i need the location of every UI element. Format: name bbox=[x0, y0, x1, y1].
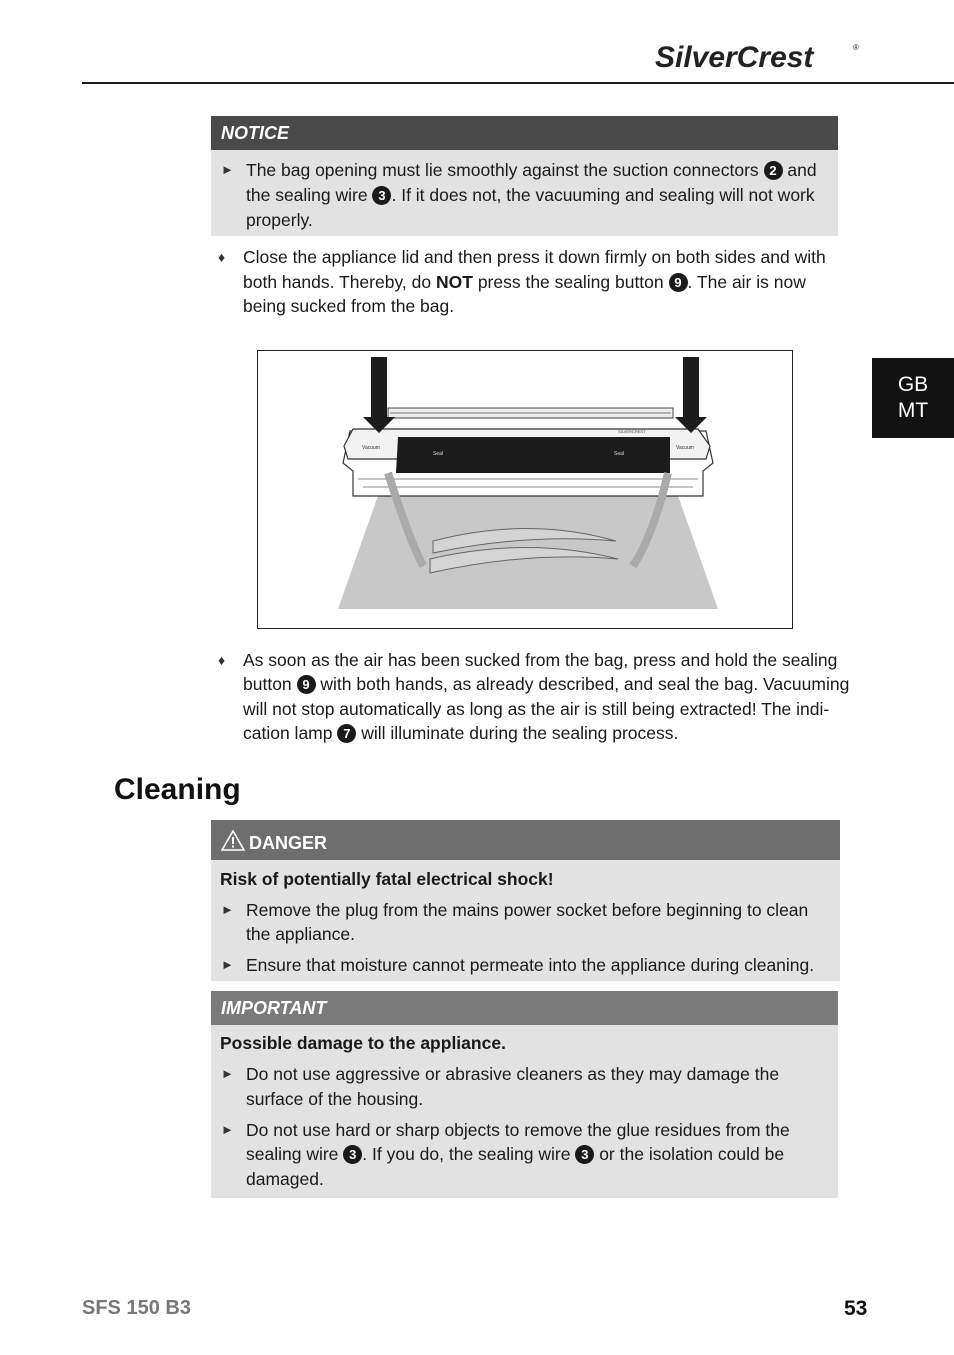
language-gb: GB bbox=[897, 373, 929, 396]
danger-title-bar bbox=[211, 820, 840, 860]
notice-line-3: properly. bbox=[246, 210, 313, 230]
ref-badge: 9 bbox=[669, 273, 688, 292]
footer-model: SFS 150 B3 bbox=[82, 1297, 191, 1319]
danger-title: DANGER bbox=[249, 833, 328, 853]
svg-text:Seal: Seal bbox=[433, 451, 444, 457]
notice-box bbox=[211, 116, 838, 236]
ref-badge: 2 bbox=[764, 161, 783, 180]
arrow-bullet-icon: ► bbox=[221, 162, 234, 177]
diamond-bullet-icon: ♦ bbox=[218, 652, 226, 668]
arrow-bullet-icon: ► bbox=[221, 1066, 234, 1081]
danger-box: DANGER Risk of potentially fatal electrical shock! ► Remove the plug from the mains power socket before beginning to clean the appliance. ► Ensure that moisture cannot permeate into the appliance during cleaning. bbox=[211, 820, 840, 981]
language-mt: MT bbox=[897, 399, 929, 422]
language-tab bbox=[872, 358, 954, 438]
ref-badge: 9 bbox=[297, 675, 316, 694]
notice-title: NOTICE bbox=[211, 116, 838, 150]
ref-badge: 3 bbox=[372, 186, 391, 205]
svg-text:®: ® bbox=[853, 43, 859, 52]
svg-text:Seal: Seal bbox=[614, 451, 625, 457]
header-rule bbox=[82, 82, 954, 84]
svg-text:SILVERCREST: SILVERCREST bbox=[618, 429, 646, 434]
arrow-bullet-icon: ► bbox=[221, 902, 234, 917]
brand-logo bbox=[655, 36, 865, 76]
danger-subtitle: Risk of potentially fatal electrical shock! bbox=[220, 869, 554, 889]
svg-text:SilverCrest: SilverCrest bbox=[655, 41, 814, 74]
svg-text:Vacuum: Vacuum bbox=[362, 445, 380, 451]
important-title: IMPORTANT bbox=[211, 991, 838, 1025]
important-subtitle: Possible damage to the appliance. bbox=[220, 1033, 506, 1053]
ref-badge: 7 bbox=[337, 724, 356, 743]
appliance-illustration bbox=[257, 350, 793, 629]
page-number: 53 bbox=[844, 1297, 868, 1320]
section-heading-cleaning: Cleaning bbox=[114, 773, 241, 806]
warning-triangle-icon bbox=[221, 822, 245, 868]
notice-line-1: The bag opening must lie smoothly against the suction connectors 2 and bbox=[246, 160, 817, 180]
ref-badge: 3 bbox=[575, 1145, 594, 1164]
arrow-bullet-icon: ► bbox=[221, 957, 234, 972]
arrow-bullet-icon: ► bbox=[221, 1122, 234, 1137]
notice-line-2: the sealing wire 3 . If it does not, the vacuuming and sealing will not work bbox=[246, 185, 815, 205]
ref-badge: 3 bbox=[343, 1145, 362, 1164]
important-box: IMPORTANT Possible damage to the appliance. ► Do not use aggressive or abrasive cleaners as they may damage the surface of the housing. ► Do not use hard or sharp objects to remove the glue residues from the sealing wire 3 . If you do, the sealing wire 3 or the isolation could be damaged. bbox=[211, 991, 838, 1198]
svg-text:Vacuum: Vacuum bbox=[676, 445, 694, 451]
diamond-bullet-icon: ♦ bbox=[218, 249, 226, 265]
